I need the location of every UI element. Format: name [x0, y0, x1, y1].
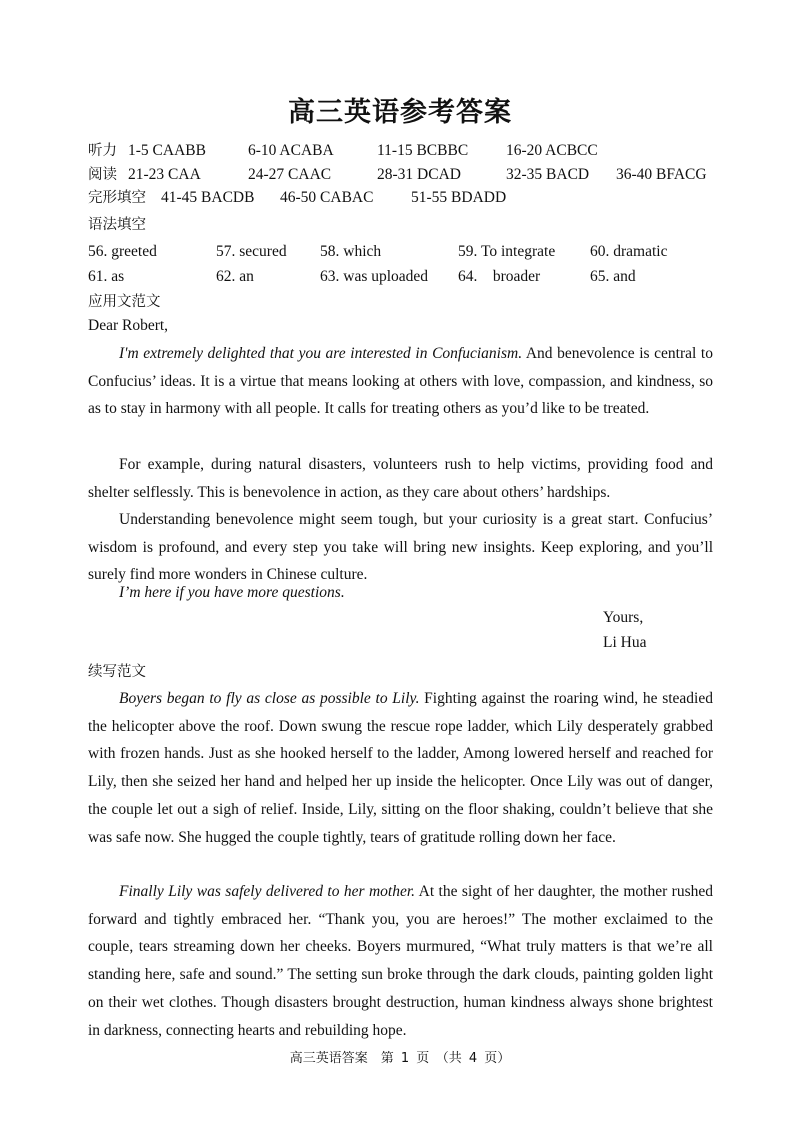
story-paragraph: [88, 878, 713, 1044]
grammar-answer: 58. which: [320, 243, 382, 260]
answer-group: 16-20 ACBCC: [506, 142, 598, 159]
grammar-answer: 65. and: [590, 268, 636, 285]
story-paragraph-opening: Finally Lily was safely delivered to her mother.: [119, 883, 416, 900]
grammar-answer: 63. was uploaded: [320, 268, 429, 285]
grammar-answer: 56. greeted: [88, 243, 157, 260]
answer-group: 21-23 CAA: [128, 166, 201, 183]
answer-group: 28-31 DCAD: [377, 166, 461, 183]
answer-group: 24-27 CAAC: [248, 166, 332, 183]
answer-group: 41-45 BACDB: [161, 189, 255, 206]
letter-signoff: Yours,: [603, 609, 644, 626]
answer-group: 11-15 BCBBC: [377, 142, 469, 159]
grammar-answer: 59. To integrate: [458, 243, 556, 260]
grammar-answer: 60. dramatic: [590, 243, 668, 260]
story-paragraph-text: Fighting against the roaring wind, he steadied the helicopter above the roof. Down swung the rescue rope ladder, which Lily desperately grabbed with frozen hands. Just as she hooked herself to the ladder, Among lowered herself and reached for Lily, then she seized her hand and helped her up inside the helicopter. Once Lily was out of danger, the couple let out a sigh of relief. Inside, Lily, sitting on the floor shaking, couldn’t believe that she was safe now. She hugged the couple tightly, tears of gratitude rolling down her face.: [88, 690, 713, 846]
letter-paragraph: Understanding benevolence might seem tough, but your curiosity is a great start. Confucius’ wisdom is profound, and every step you take will bring new insights. Keep exploring, and you’ll surely find more wonders in Chinese culture.: [88, 511, 713, 584]
answer-group: 32-35 BACD: [506, 166, 590, 183]
page-footer: 高三英语答案 第 1 页 （共 4 页）: [289, 1051, 511, 1066]
continuation-writing-label: 续写范文: [88, 664, 146, 680]
letter-opening-sentence: I'm extremely delighted that you are interested in Confucianism.: [119, 345, 523, 362]
letter-signature-name: Li Hua: [603, 634, 647, 651]
answer-group: 36-40 BFACG: [616, 166, 707, 183]
answer-group: 46-50 CABAC: [280, 189, 374, 206]
story-paragraph-opening: Boyers began to fly as close as possible to Lily.: [119, 690, 420, 707]
letter-greeting: Dear Robert,: [88, 317, 169, 334]
answer-group: 1-5 CAABB: [128, 142, 206, 159]
grammar-answer: 61. as: [88, 268, 125, 285]
letter-closing-line: I’m here if you have more questions.: [119, 584, 345, 601]
grammar-answer: 64. broader: [458, 268, 541, 285]
cloze-label: 完形填空: [88, 190, 146, 206]
letter-paragraph-text: And benevolence is central to Confucius’ ideas. It is a virtue that means looking at others with love, compassion, and kindness, so as to stay in harmony with all people. It calls for treating others as you’d like to be treated.: [88, 345, 713, 418]
listening-label: 听力: [88, 143, 117, 159]
practical-writing-label: 应用文范文: [88, 294, 161, 310]
story-paragraph: [88, 685, 713, 851]
letter-paragraph: [88, 340, 713, 423]
grammar-label: 语法填空: [88, 217, 146, 233]
story-paragraph-text: At the sight of her daughter, the mother rushed forward and tightly embraced her. “Thank you, you are heroes!” The mother exclaimed to the couple, tears streaming down her cheeks. Boyers murmured, “What truly matters is that we’re all standing here, safe and sound.” The setting sun broke through the dark clouds, painting golden light on their wet clothes. Though disasters brought destruction, human kindness always shone brightest in darkness, connecting hearts and rebuilding hope.: [88, 883, 713, 1039]
grammar-answer: 62. an: [216, 268, 254, 285]
page-title: 高三英语参考答案: [288, 97, 512, 128]
answer-group: 51-55 BDADD: [411, 189, 507, 206]
reading-label: 阅读: [88, 167, 117, 183]
letter-paragraph: For example, during natural disasters, volunteers rush to help victims, providing food and shelter selflessly. This is benevolence in action, as they care about others’ hardships.: [88, 456, 713, 501]
grammar-answer: 57. secured: [216, 243, 287, 260]
answer-group: 6-10 ACABA: [248, 142, 334, 159]
